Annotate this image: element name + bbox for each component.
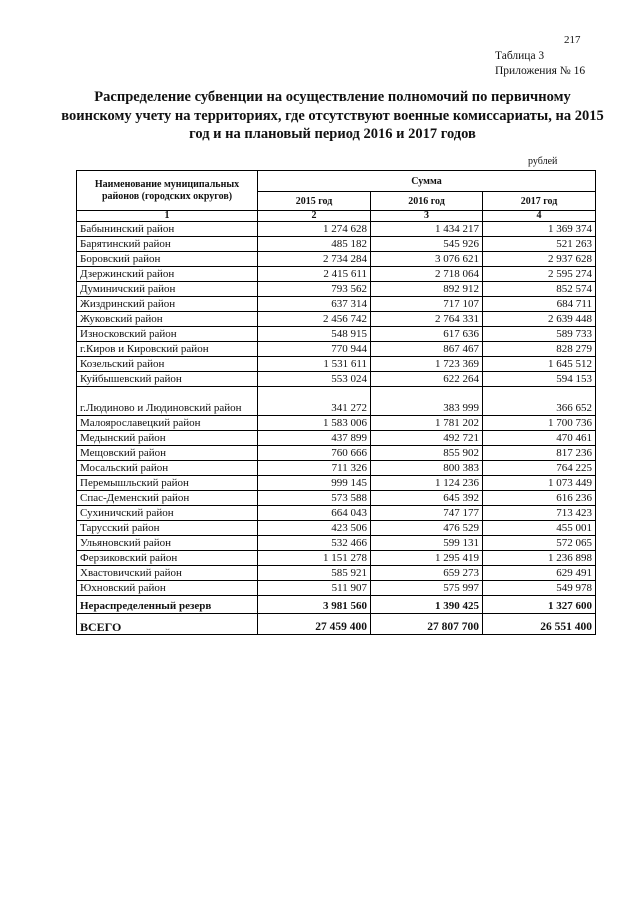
row-value-2015: 1 583 006 [258, 416, 371, 431]
table-row [77, 446, 596, 461]
row-value-2015: 664 043 [258, 506, 371, 521]
row-value-2015: 511 907 [258, 581, 371, 596]
table-row [77, 312, 596, 327]
row-name: Жуковский район [77, 312, 258, 327]
row-name: Мещовский район [77, 446, 258, 461]
row-value-2017: 616 236 [483, 491, 596, 506]
document-title: Распределение субвенции на осуществление полномочий по первичному воинскому учету на территориях, где отсутствуют военные комиссариаты, на 2015 год и на плановый период 2016 и 2017 годов [61, 89, 604, 142]
table-row [77, 416, 596, 431]
row-value-2015: 999 145 [258, 476, 371, 491]
row-value-2017: 366 652 [483, 387, 596, 416]
row-value-2016: 617 636 [371, 327, 483, 342]
header-year-2015: 2015 год [258, 192, 371, 211]
total-2015: 27 459 400 [258, 614, 371, 635]
row-value-2016: 855 902 [371, 446, 483, 461]
unit-label: рублей [528, 156, 558, 167]
column-index-1: 1 [77, 211, 258, 222]
table-row [77, 536, 596, 551]
row-value-2015: 437 899 [258, 431, 371, 446]
row-value-2017: 2 639 448 [483, 312, 596, 327]
row-name: Куйбышевский район [77, 372, 258, 387]
row-value-2017: 817 236 [483, 446, 596, 461]
row-value-2015: 711 326 [258, 461, 371, 476]
reserve-2017: 1 327 600 [483, 596, 596, 614]
row-value-2016: 645 392 [371, 491, 483, 506]
total-2016: 27 807 700 [371, 614, 483, 635]
table-row [77, 297, 596, 312]
row-name: Износковский район [77, 327, 258, 342]
row-value-2016: 1 781 202 [371, 416, 483, 431]
table-row [77, 252, 596, 267]
table-row [77, 267, 596, 282]
row-value-2015: 573 588 [258, 491, 371, 506]
row-value-2017: 1 369 374 [483, 222, 596, 237]
row-name: Спас-Деменский район [77, 491, 258, 506]
row-value-2016: 622 264 [371, 372, 483, 387]
row-value-2017: 521 263 [483, 237, 596, 252]
row-name: г.Людиново и Людиновский район [77, 387, 258, 416]
total-2017: 26 551 400 [483, 614, 596, 635]
row-value-2017: 1 700 736 [483, 416, 596, 431]
row-value-2017: 2 937 628 [483, 252, 596, 267]
row-value-2016: 2 764 331 [371, 312, 483, 327]
row-value-2015: 1 151 278 [258, 551, 371, 566]
row-value-2015: 637 314 [258, 297, 371, 312]
row-name: Медынский район [77, 431, 258, 446]
row-name: Хвастовичский район [77, 566, 258, 581]
row-value-2017: 852 574 [483, 282, 596, 297]
reserve-name: Нераспределенный резерв [77, 596, 258, 614]
column-index-3: 3 [371, 211, 483, 222]
row-value-2016: 2 718 064 [371, 267, 483, 282]
row-name: Мосальский район [77, 461, 258, 476]
table-row [77, 372, 596, 387]
table-row [77, 461, 596, 476]
header-year-2017: 2017 год [483, 192, 596, 211]
column-index-2: 2 [258, 211, 371, 222]
reserve-row [77, 596, 596, 614]
row-name: Тарусский район [77, 521, 258, 536]
appendix-label: Приложения № 16 [495, 65, 586, 77]
table-row [77, 282, 596, 297]
row-value-2016: 800 383 [371, 461, 483, 476]
row-value-2015: 760 666 [258, 446, 371, 461]
table-reference [495, 49, 585, 79]
row-value-2015: 532 466 [258, 536, 371, 551]
table-label: Таблица 3 [495, 50, 545, 62]
row-value-2015: 548 915 [258, 327, 371, 342]
row-value-2015: 2 734 284 [258, 252, 371, 267]
row-value-2016: 1 723 369 [371, 357, 483, 372]
row-value-2015: 341 272 [258, 387, 371, 416]
row-value-2016: 545 926 [371, 237, 483, 252]
row-name: Сухиничский район [77, 506, 258, 521]
row-value-2016: 717 107 [371, 297, 483, 312]
row-name: Барятинский район [77, 237, 258, 252]
row-value-2017: 828 279 [483, 342, 596, 357]
row-value-2015: 485 182 [258, 237, 371, 252]
row-name: Малоярославецкий район [77, 416, 258, 431]
row-value-2016: 892 912 [371, 282, 483, 297]
row-value-2017: 470 461 [483, 431, 596, 446]
row-name: Дзержинский район [77, 267, 258, 282]
row-name: Жиздринский район [77, 297, 258, 312]
total-name: ВСЕГО [77, 614, 258, 635]
table-row [77, 357, 596, 372]
reserve-2015: 3 981 560 [258, 596, 371, 614]
row-value-2016: 1 124 236 [371, 476, 483, 491]
row-value-2016: 599 131 [371, 536, 483, 551]
row-value-2015: 423 506 [258, 521, 371, 536]
row-name: Юхновский район [77, 581, 258, 596]
row-value-2016: 867 467 [371, 342, 483, 357]
row-value-2017: 589 733 [483, 327, 596, 342]
row-name: Думиничский район [77, 282, 258, 297]
row-name: Ферзиковский район [77, 551, 258, 566]
row-name: г.Киров и Кировский район [77, 342, 258, 357]
row-value-2015: 1 274 628 [258, 222, 371, 237]
page-number: 217 [564, 34, 581, 46]
row-value-2016: 1 295 419 [371, 551, 483, 566]
table-row [77, 431, 596, 446]
row-value-2015: 793 562 [258, 282, 371, 297]
row-name: Ульяновский район [77, 536, 258, 551]
row-value-2017: 455 001 [483, 521, 596, 536]
subvention-table [76, 170, 596, 635]
table-row [77, 222, 596, 237]
row-value-2017: 713 423 [483, 506, 596, 521]
table-row [77, 387, 596, 416]
row-value-2016: 575 997 [371, 581, 483, 596]
header-name: Наименование муниципальных районов (городских округов) [77, 171, 258, 211]
table-row [77, 327, 596, 342]
table-row [77, 521, 596, 536]
table-row [77, 237, 596, 252]
row-value-2017: 629 491 [483, 566, 596, 581]
row-value-2016: 747 177 [371, 506, 483, 521]
row-value-2016: 492 721 [371, 431, 483, 446]
row-value-2016: 3 076 621 [371, 252, 483, 267]
row-value-2016: 383 999 [371, 387, 483, 416]
header-sum: Сумма [258, 171, 596, 192]
column-index-4: 4 [483, 211, 596, 222]
table-row [77, 506, 596, 521]
row-value-2017: 1 073 449 [483, 476, 596, 491]
row-value-2017: 2 595 274 [483, 267, 596, 282]
row-value-2015: 553 024 [258, 372, 371, 387]
table-body [77, 222, 596, 596]
header-year-2016: 2016 год [371, 192, 483, 211]
row-value-2017: 684 711 [483, 297, 596, 312]
row-value-2017: 1 236 898 [483, 551, 596, 566]
row-value-2017: 572 065 [483, 536, 596, 551]
row-value-2015: 2 415 611 [258, 267, 371, 282]
row-value-2015: 770 944 [258, 342, 371, 357]
table-row [77, 491, 596, 506]
table-row [77, 581, 596, 596]
row-value-2017: 594 153 [483, 372, 596, 387]
row-value-2017: 1 645 512 [483, 357, 596, 372]
row-name: Бабынинский район [77, 222, 258, 237]
table-row [77, 551, 596, 566]
table-row [77, 342, 596, 357]
row-value-2015: 2 456 742 [258, 312, 371, 327]
row-name: Козельский район [77, 357, 258, 372]
row-value-2017: 549 978 [483, 581, 596, 596]
row-value-2016: 476 529 [371, 521, 483, 536]
row-value-2016: 1 434 217 [371, 222, 483, 237]
row-value-2015: 585 921 [258, 566, 371, 581]
table-row [77, 566, 596, 581]
table-row [77, 476, 596, 491]
row-value-2015: 1 531 611 [258, 357, 371, 372]
row-name: Перемышльский район [77, 476, 258, 491]
row-name: Боровский район [77, 252, 258, 267]
row-value-2016: 659 273 [371, 566, 483, 581]
total-row [77, 614, 596, 635]
reserve-2016: 1 390 425 [371, 596, 483, 614]
row-value-2017: 764 225 [483, 461, 596, 476]
